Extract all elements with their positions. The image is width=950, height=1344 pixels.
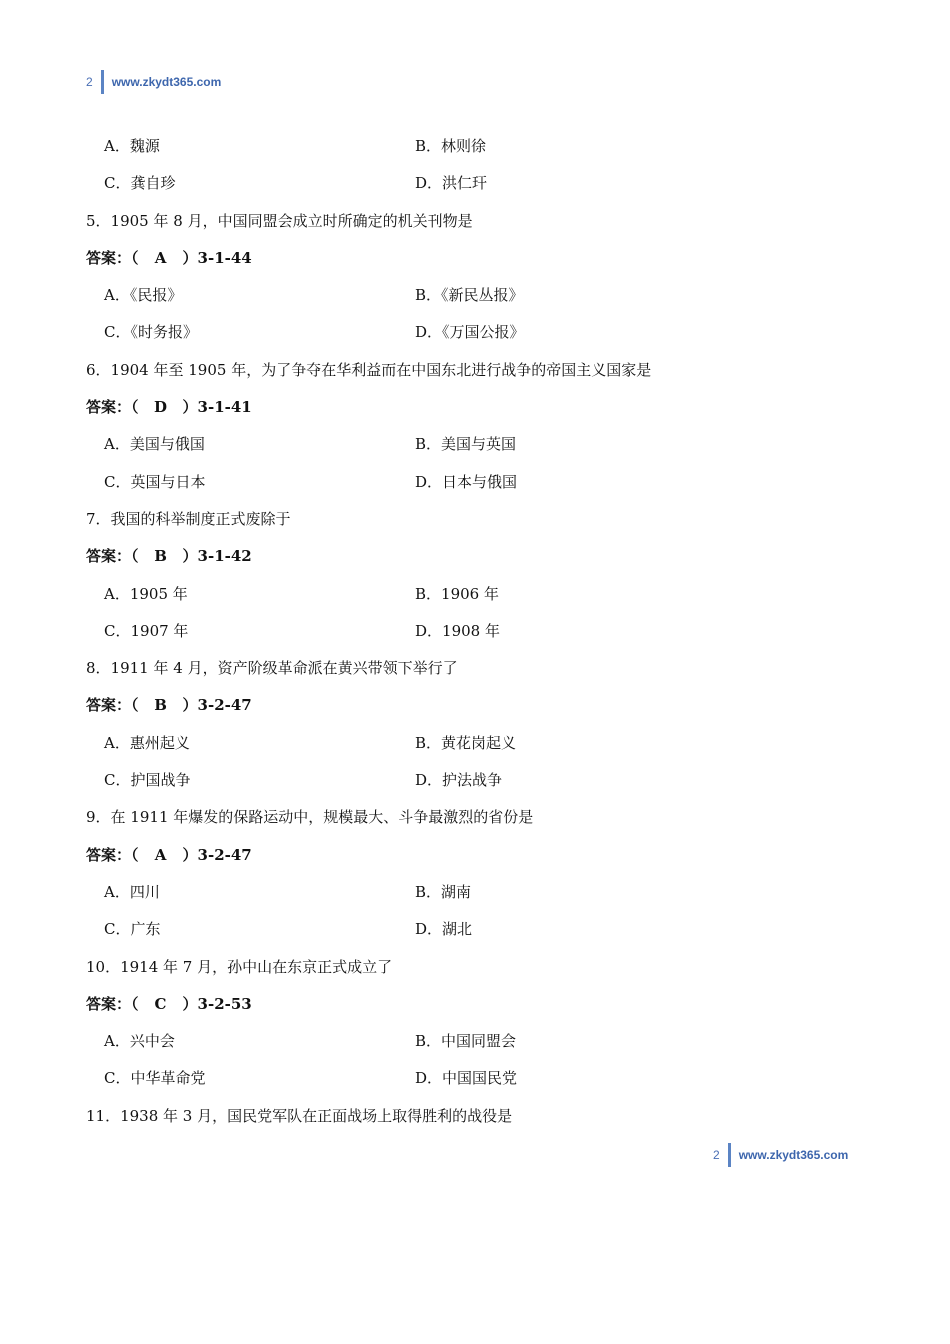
answer-open-paren: （ bbox=[131, 547, 139, 566]
answer-code: 3-1-41 bbox=[197, 398, 252, 417]
option-item: A．美国与俄国 bbox=[104, 435, 205, 454]
answer-open-paren: （ bbox=[131, 845, 139, 864]
answer-letter: A bbox=[154, 248, 167, 267]
header-page-number: 2 bbox=[86, 75, 93, 89]
option-item: D．湖北 bbox=[415, 920, 473, 939]
option-item: D．护法战争 bbox=[415, 771, 503, 790]
answer-label: 答案： bbox=[86, 696, 132, 715]
option-item: D．《万国公报》 bbox=[415, 323, 525, 342]
option-item: C．护国战争 bbox=[104, 771, 191, 790]
answer-close-paren: ） bbox=[182, 398, 198, 417]
question-text: 8．1911 年 4 月，资产阶级革命派在黄兴带领下举行了 bbox=[86, 659, 458, 678]
option-row bbox=[86, 165, 866, 202]
answer-label: 答案： bbox=[86, 547, 132, 566]
option-item: A．魏源 bbox=[104, 137, 160, 155]
answer-open-paren: （ bbox=[131, 696, 139, 715]
answer-close-paren: ） bbox=[182, 696, 198, 715]
option-item: A．四川 bbox=[104, 882, 160, 901]
header-url-link[interactable]: www.zkydt365.com bbox=[111, 75, 222, 89]
footer-page-number: 2 bbox=[713, 1148, 720, 1162]
answer-letter: A bbox=[154, 845, 167, 864]
option-item: D．洪仁玕 bbox=[415, 174, 488, 193]
answer-label: 答案： bbox=[86, 398, 132, 417]
answer-line bbox=[86, 986, 866, 1023]
answer-code: 3-2-47 bbox=[197, 696, 252, 715]
option-item: C．龚自珍 bbox=[104, 174, 176, 193]
option-item: B．《新民丛报》 bbox=[415, 286, 524, 305]
option-item: B．美国与英国 bbox=[415, 435, 517, 454]
answer-close-paren: ） bbox=[182, 547, 198, 566]
option-row bbox=[86, 314, 866, 351]
option-row bbox=[86, 762, 866, 799]
answer-line bbox=[86, 240, 866, 277]
question-text: 6．1904 年至 1905 年，为了争夺在华利益而在中国东北进行战争的帝国主义国家是 bbox=[86, 360, 652, 379]
option-row bbox=[86, 128, 866, 165]
answer-line bbox=[86, 837, 866, 874]
page-footer bbox=[713, 1143, 848, 1167]
question-list bbox=[86, 128, 866, 1135]
option-item: D．中国国民党 bbox=[415, 1069, 518, 1088]
option-item: B．湖南 bbox=[415, 882, 472, 901]
answer-line bbox=[86, 538, 866, 575]
option-row bbox=[86, 911, 866, 948]
answer-open-paren: （ bbox=[131, 994, 139, 1013]
answer-open-paren: （ bbox=[131, 248, 139, 267]
question-text: 9．在 1911 年爆发的保路运动中，规模最大、斗争最激烈的省份是 bbox=[86, 808, 534, 827]
option-item: B．中国同盟会 bbox=[415, 1032, 517, 1051]
answer-label: 答案： bbox=[86, 994, 132, 1013]
answer-letter: C bbox=[154, 994, 167, 1013]
option-row bbox=[86, 725, 866, 762]
option-item: A．兴中会 bbox=[104, 1032, 175, 1051]
option-row bbox=[86, 1023, 866, 1060]
page-header bbox=[86, 70, 221, 94]
option-item: B．黄花岗起义 bbox=[415, 733, 517, 752]
option-row bbox=[86, 613, 866, 650]
option-item: A．《民报》 bbox=[104, 286, 183, 305]
answer-open-paren: （ bbox=[131, 398, 139, 417]
answer-line bbox=[86, 687, 866, 724]
answer-close-paren: ） bbox=[182, 994, 198, 1013]
option-item: C．1907 年 bbox=[104, 621, 189, 640]
answer-code: 3-2-53 bbox=[197, 994, 252, 1013]
option-item: D．日本与俄国 bbox=[415, 472, 518, 491]
option-row bbox=[86, 874, 866, 911]
answer-letter: D bbox=[154, 398, 168, 417]
option-item: C．《时务报》 bbox=[104, 323, 198, 342]
answer-close-paren: ） bbox=[182, 845, 198, 864]
option-row bbox=[86, 277, 866, 314]
option-item: A．惠州起义 bbox=[104, 733, 190, 752]
option-item: C．中华革命党 bbox=[104, 1069, 206, 1088]
option-item: D．1908 年 bbox=[415, 621, 500, 640]
option-item: C．英国与日本 bbox=[104, 472, 206, 491]
answer-letter: B bbox=[154, 696, 167, 715]
question-text: 7．我国的科举制度正式废除于 bbox=[86, 509, 291, 528]
question-text: 10．1914 年 7 月，孙中山在东京正式成立了 bbox=[86, 957, 393, 976]
footer-url-link[interactable]: www.zkydt365.com bbox=[738, 1148, 849, 1162]
answer-code: 3-2-47 bbox=[197, 845, 252, 864]
answer-label: 答案： bbox=[86, 248, 132, 267]
option-row bbox=[86, 576, 866, 613]
answer-letter: B bbox=[154, 547, 167, 566]
option-row bbox=[86, 426, 866, 463]
footer-accent-bar bbox=[728, 1143, 731, 1167]
option-item: A．1905 年 bbox=[104, 584, 188, 603]
answer-code: 3-1-44 bbox=[197, 248, 252, 267]
option-item: B．1906 年 bbox=[415, 584, 499, 603]
question-text: 11．1938 年 3 月，国民党军队在正面战场上取得胜利的战役是 bbox=[86, 1106, 513, 1125]
answer-close-paren: ） bbox=[182, 248, 198, 267]
option-item: C．广东 bbox=[104, 920, 161, 939]
option-row bbox=[86, 464, 866, 501]
answer-line bbox=[86, 389, 866, 426]
header-accent-bar bbox=[101, 70, 104, 94]
answer-label: 答案： bbox=[86, 845, 132, 864]
question-text: 5．1905 年 8 月，中国同盟会成立时所确定的机关刊物是 bbox=[86, 211, 473, 230]
answer-code: 3-1-42 bbox=[197, 547, 252, 566]
option-row bbox=[86, 1060, 866, 1097]
option-item: B．林则徐 bbox=[415, 137, 487, 155]
